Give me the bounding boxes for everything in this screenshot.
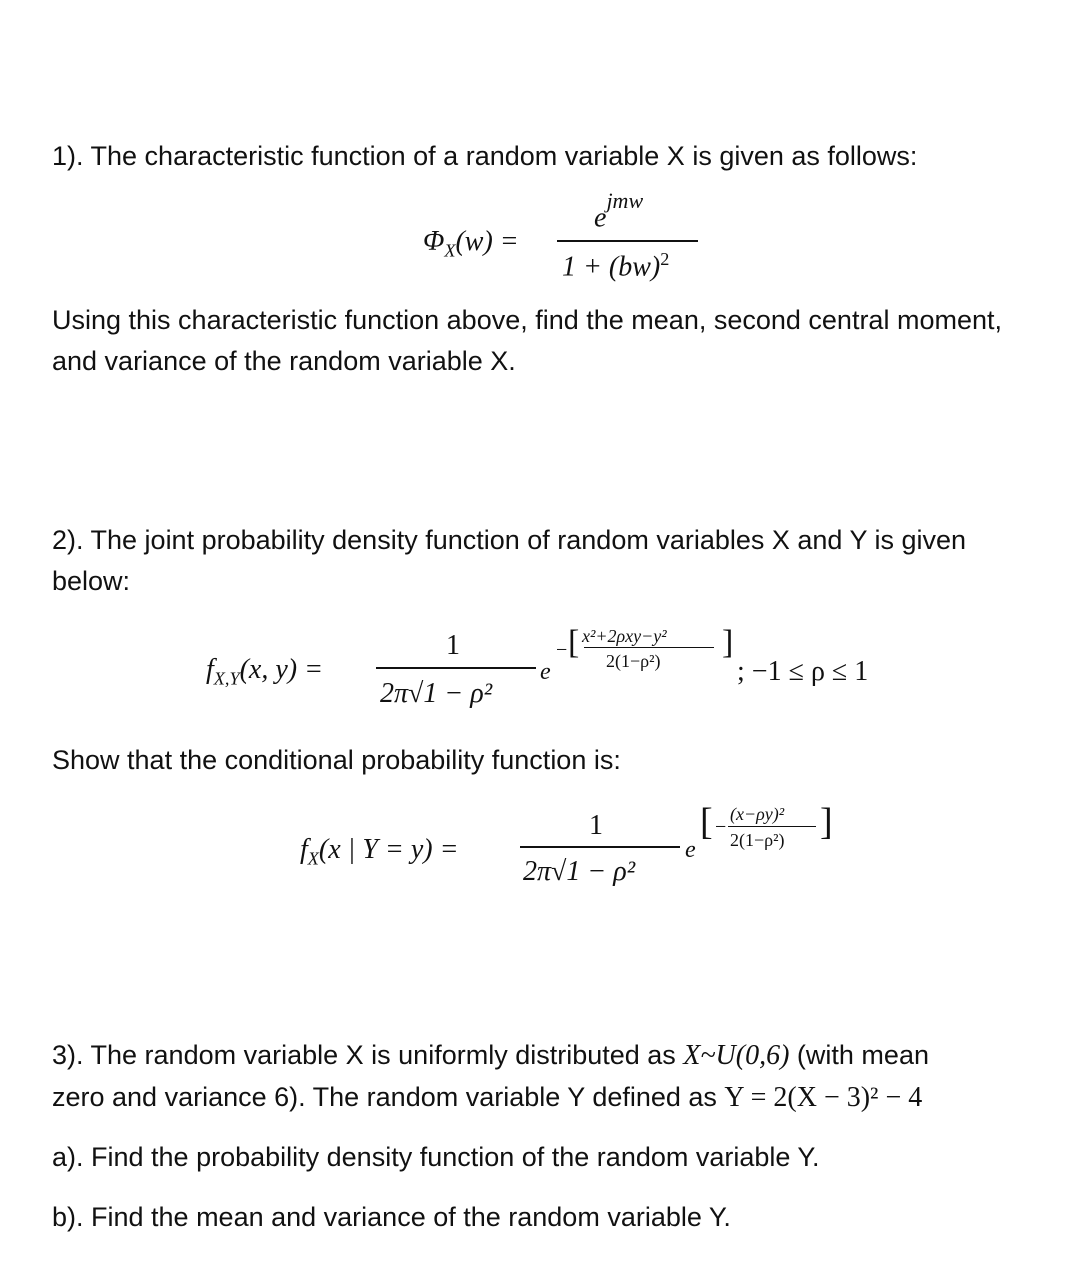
q2-conditional-denominator: 2π√1 − ρ² [523, 856, 636, 887]
q3-part-a: a). Find the probability density function of the random variable Y. [52, 1142, 820, 1172]
q2-conditional-exp-bracket-left: [ [700, 801, 713, 843]
q2-exp-numerator: x²+2ρxy−y² [582, 626, 667, 646]
q1-formula-lhs: $\Phi_X(w)$ = [423, 226, 519, 261]
q2-formula-lhs: $f_{X,Y}(x$, y) = [206, 654, 323, 689]
q1-formula-numerator: $e^{jmw}$ [594, 188, 644, 234]
q2-conditional-exp-fraction-bar [728, 826, 816, 827]
q2-conditional-lhs: $f_X(x$ | Y = y) = [300, 834, 459, 869]
q3-line1-math: X~U(0,6) [683, 1040, 790, 1071]
q2-exp-sign: − [556, 639, 568, 661]
q2-conditional-exp-base: e [685, 837, 696, 863]
q2-exp-bracket-right: ] [722, 624, 734, 661]
q2-intro: 2). The joint probability density function of random variables X and Y is given below: [52, 525, 967, 596]
q2-formula-denominator: 2π√1 − ρ² [380, 678, 493, 709]
q3-line2-text: zero and variance 6). The random variable Y defined as [52, 1082, 725, 1112]
q3-line1-tail: (with mean [789, 1040, 929, 1070]
q2-formula-numerator: 1 [446, 630, 460, 661]
q2-condition: ; −1 ≤ ρ ≤ 1 [737, 656, 869, 687]
q2-conditional-exp-bracket-right: ] [820, 801, 833, 843]
q3-line2 [52, 1077, 1042, 1118]
q3-line1 [52, 1035, 1042, 1076]
q1-question: Using this characteristic function above, find the mean, second central moment, and variance of the random variable X. [52, 305, 1002, 376]
q1-formula-denominator: 1 + (bw)$^2$ [562, 249, 670, 283]
q1-intro: 1). The characteristic function of a random variable X is given as follows: [52, 141, 918, 171]
q2-conditional-numerator: 1 [589, 810, 603, 841]
q3-line2-math: Y = 2(X − 3)² − 4 [724, 1082, 923, 1113]
q2-exp-bracket-left: [ [568, 624, 580, 661]
q2-conditional-fraction-bar [520, 846, 680, 848]
q3-part-b: b). Find the mean and variance of the random variable Y. [52, 1202, 731, 1232]
q3-line1-text: 3). The random variable X is uniformly distributed as [52, 1040, 684, 1070]
q2-conditional-exp-numerator: (x−ρy)² [730, 804, 785, 824]
q2-conditional-exp-sign: − [715, 816, 727, 838]
q1-fraction-bar [557, 240, 698, 242]
q2-exp-fraction-bar [584, 647, 714, 648]
q2-exp-denominator: 2(1−ρ²) [606, 651, 661, 671]
q2-exp-base: e [540, 659, 551, 685]
q2-conditional-exp-denominator: 2(1−ρ²) [730, 830, 785, 850]
q2-show: Show that the conditional probability function is: [52, 745, 621, 775]
q2-fraction-bar [376, 667, 536, 669]
